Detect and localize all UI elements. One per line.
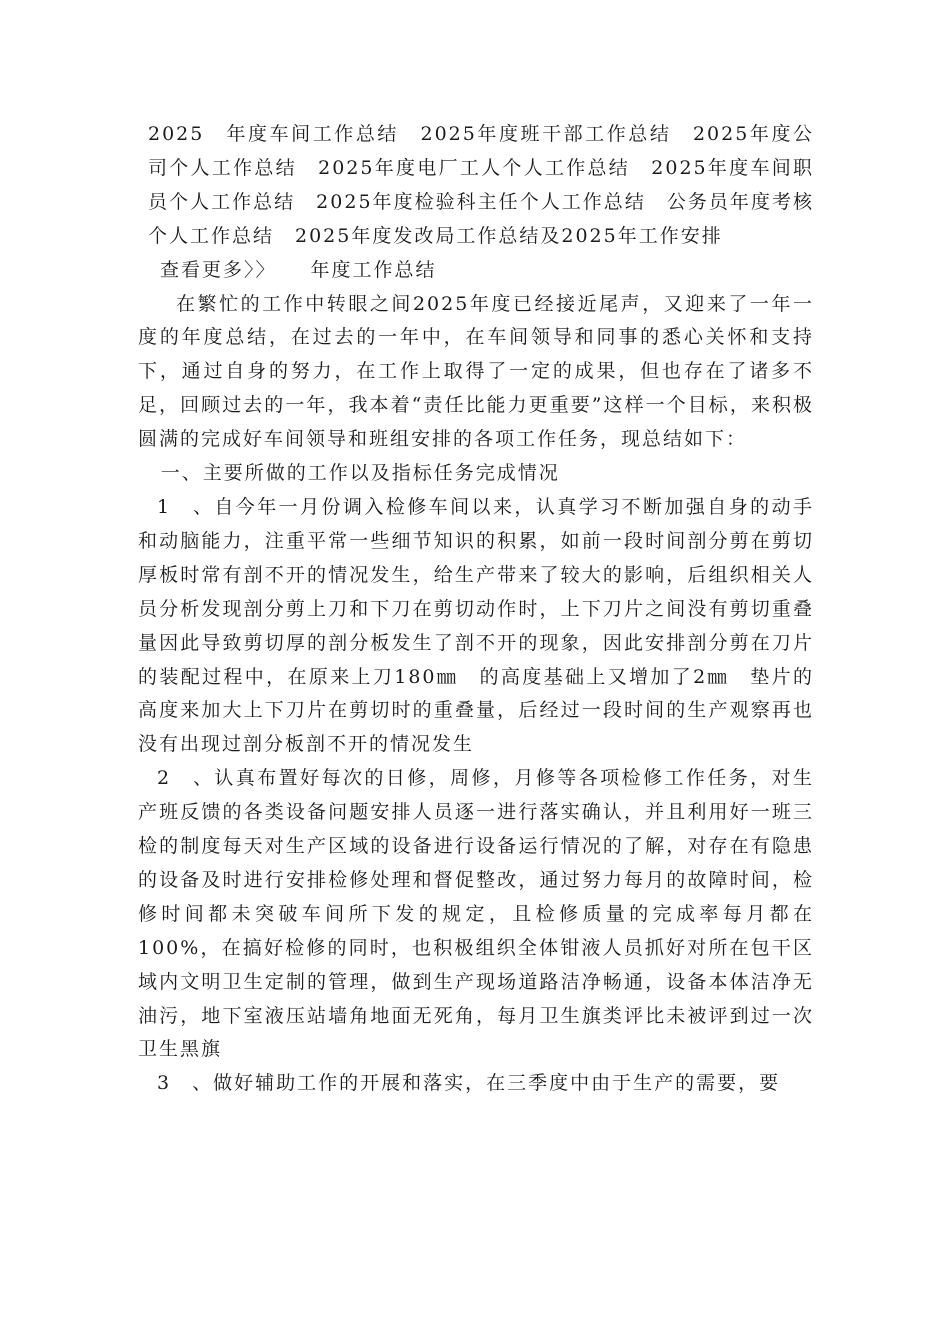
item-paragraph-2: 2 、认真布置好每次的日修，周修，月修等各项检修工作任务，对生产班反馈的各类设备问题安排人员逐一进行落实确认，并且利用好一班三检的制度每天对生产区域的设备进行设备运行情况的了解，对存在有隐患的设备及时进行安排检修处理和督促整改，通过努力每月的故障时间，检修时间都未突破车间所下发的规定，且检修质量的完成率每月都在100%，在搞好检修的同时，也积极组织全体钳液人员抓好对所在包干区域内文明卫生定制的管理，做到生产现场道路洁净畅通，设备本体洁净无油污，地下室液压站墙角地面无死角，每月卫生旗类评比未被评到过一次卫生黑旗 [138,767,814,1061]
document-page [138,118,814,1101]
item-paragraph-3: 3 、做好辅助工作的开展和落实，在三季度中由于生产的需要，要 [157,1072,781,1095]
section-title: 年度工作总结 [310,258,437,281]
related-links-paragraph[interactable]: 2025 年度车间工作总结 2025年度班干部工作总结 2025年度公司个人工作总结 2025年度电厂工人个人工作总结 2025年度车间职员个人工作总结 2025年度检验科主任个人工作总结 公务员年度考核个人工作总结 2025年度发改局工作总结及2025年工作安排 [148,123,814,247]
more-link[interactable]: 查看更多〉〉 [160,258,277,281]
section-heading: 一、主要所做的工作以及指标任务完成情况 [160,462,560,485]
more-line [138,254,814,288]
item-paragraph-1: 1 、自今年一月份调入检修车间以来，认真学习不断加强自身的动手和动脑能力，注重平常一些细节知识的积累，如前一段时间剖分剪在剪切厚板时常有剖不开的情况发生，给生产带来了较大的影响，后组织相关人员分析发现剖分剪上刀和下刀在剪切动作时，上下刀片之间没有剪切重叠量因此导致剪切厚的剖分板发生了剖不开的现象，因此安排剖分剪在刀片的装配过程中，在原来上刀180㎜ 的高度基础上又增加了2㎜ 垫片的高度来加大上下刀片在剪切时的重叠量，后经过一段时间的生产观察再也没有出现过剖分板剖不开的情况发生 [138,495,814,756]
intro-paragraph: 在繁忙的工作中转眼之间2025年度已经接近尾声，又迎来了一年一度的年度总结，在过去的一年中，在车间领导和同事的悉心关怀和支持下，通过自身的努力，在工作上取得了一定的成果，但也存在了诸多不足，回顾过去的一年，我本着“责任比能力更重要”这样一个目标，来积极圆满的完成好车间领导和班组安排的各项工作任务，现总结如下： [138,292,814,451]
